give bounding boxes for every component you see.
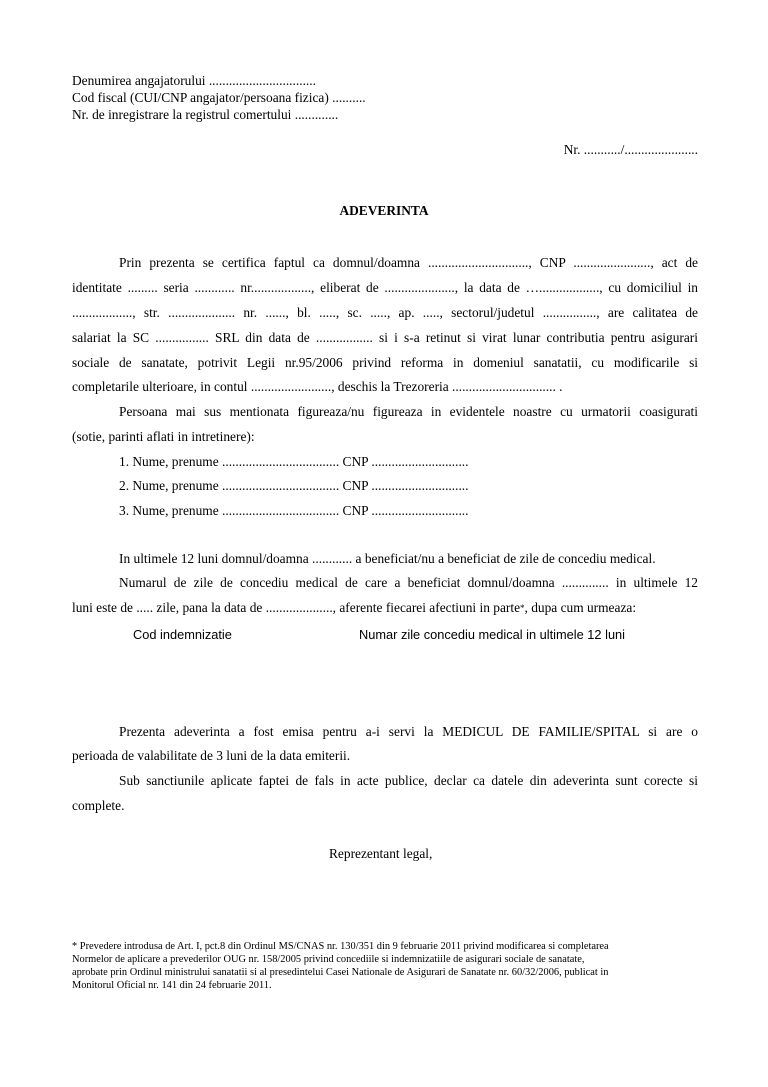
table-header-days: Numar zile concediu medical in ultimele 12 luni [359, 627, 626, 642]
paragraph1-line: salariat la SC ................ SRL din data de ................. si i s-a retinut si virat lunar contributia pentru asigurari [72, 330, 698, 345]
paragraph1-line: Prin prezenta se certifica faptul ca domnul/doamna .............................., CNP ......................., act de [119, 255, 698, 270]
footnote-line: Normelor de aplicare a prevederilor OUG nr. 158/2005 privind concediile si indemnizatiile de asigurari sociale de sanatate, [72, 954, 585, 965]
paragraph6-line: Sub sanctiunile aplicate faptei de fals in acte publice, declar ca datele din adeverinta sunt corecte si [119, 773, 698, 788]
coinsured-line: 1. Nume, prenume ................................... CNP ............................. [119, 454, 469, 469]
paragraph4-last-line [72, 600, 636, 616]
paragraph6-last-line: complete. [72, 798, 125, 813]
fiscal-code-line: Cod fiscal (CUI/CNP angajator/persoana fizica) .......... [72, 90, 366, 105]
footnote-line: Monitorul Oficial nr. 141 din 24 februarie 2011. [72, 980, 272, 991]
footnote-marker: * [520, 603, 525, 613]
paragraph4-text-after: , dupa cum urmeaza: [524, 600, 637, 615]
table-header-code: Cod indemnizatie [133, 627, 232, 642]
paragraph1-line: sociale de sanatate, potrivit Legii nr.95/2006 privind reforma in domeniul sanatatii, cu modificarile si [72, 355, 698, 370]
paragraph5-last-line: perioada de valabilitate de 3 luni de la data emiterii. [72, 748, 351, 763]
employer-name-line: Denumirea angajatorului ................................ [72, 73, 316, 88]
paragraph5-line: Prezenta adeverinta a fost emisa pentru a-i servi la MEDICUL DE FAMILIE/SPITAL si are o [119, 724, 698, 739]
paragraph3-line: In ultimele 12 luni domnul/doamna ............ a beneficiat/nu a beneficiat de zile de concediu medical. [119, 551, 656, 566]
paragraph2-line: Persoana mai sus mentionata figureaza/nu figureaza in evidentele noastre cu urmatorii coasigurati [119, 404, 698, 419]
paragraph4-line: Numarul de zile de concediu medical de care a beneficiat domnul/doamna .............. in ultimele 12 [119, 575, 698, 590]
paragraph1-line: .................., str. .................... nr. ......, bl. ....., sc. ....., ap. ....., sectorul/judetul ................, are calitatea de [72, 305, 698, 320]
paragraph1-last-line: completarile ulterioare, in contul ........................, deschis la Trezoreria ............................... . [72, 379, 563, 394]
paragraph2-last-line: (sotie, parinti aflati in intretinere): [72, 429, 255, 444]
paragraph1-line: identitate ......... seria ............ nr.................., eliberat de ....................., la data de ….................., cu domiciliul in [72, 280, 698, 295]
document-number: Nr. .........../...................... [563, 142, 698, 157]
document-title: ADEVERINTA [339, 203, 429, 218]
coinsured-line: 3. Nume, prenume ................................... CNP ............................. [119, 503, 469, 518]
footnote-line: * Prevedere introdusa de Art. I, pct.8 din Ordinul MS/CNAS nr. 130/351 din 9 februarie 2011 privind modificarea si completarea [72, 941, 609, 952]
coinsured-line: 2. Nume, prenume ................................... CNP ............................. [119, 478, 469, 493]
paragraph4-text-before: luni este de ..... zile, pana la data de ...................., aferente fiecarei afectiuni in parte [72, 600, 521, 615]
registry-number-line: Nr. de inregistrare la registrul comertului ............. [72, 107, 339, 122]
footnote-line: aprobate prin Ordinul ministrului sanatatii si al presedintelui Casei Nationale de Asigurari de Sanatate nr. 60/32/2006, publicat in [72, 967, 609, 978]
signature-label: Reprezentant legal, [329, 846, 433, 861]
